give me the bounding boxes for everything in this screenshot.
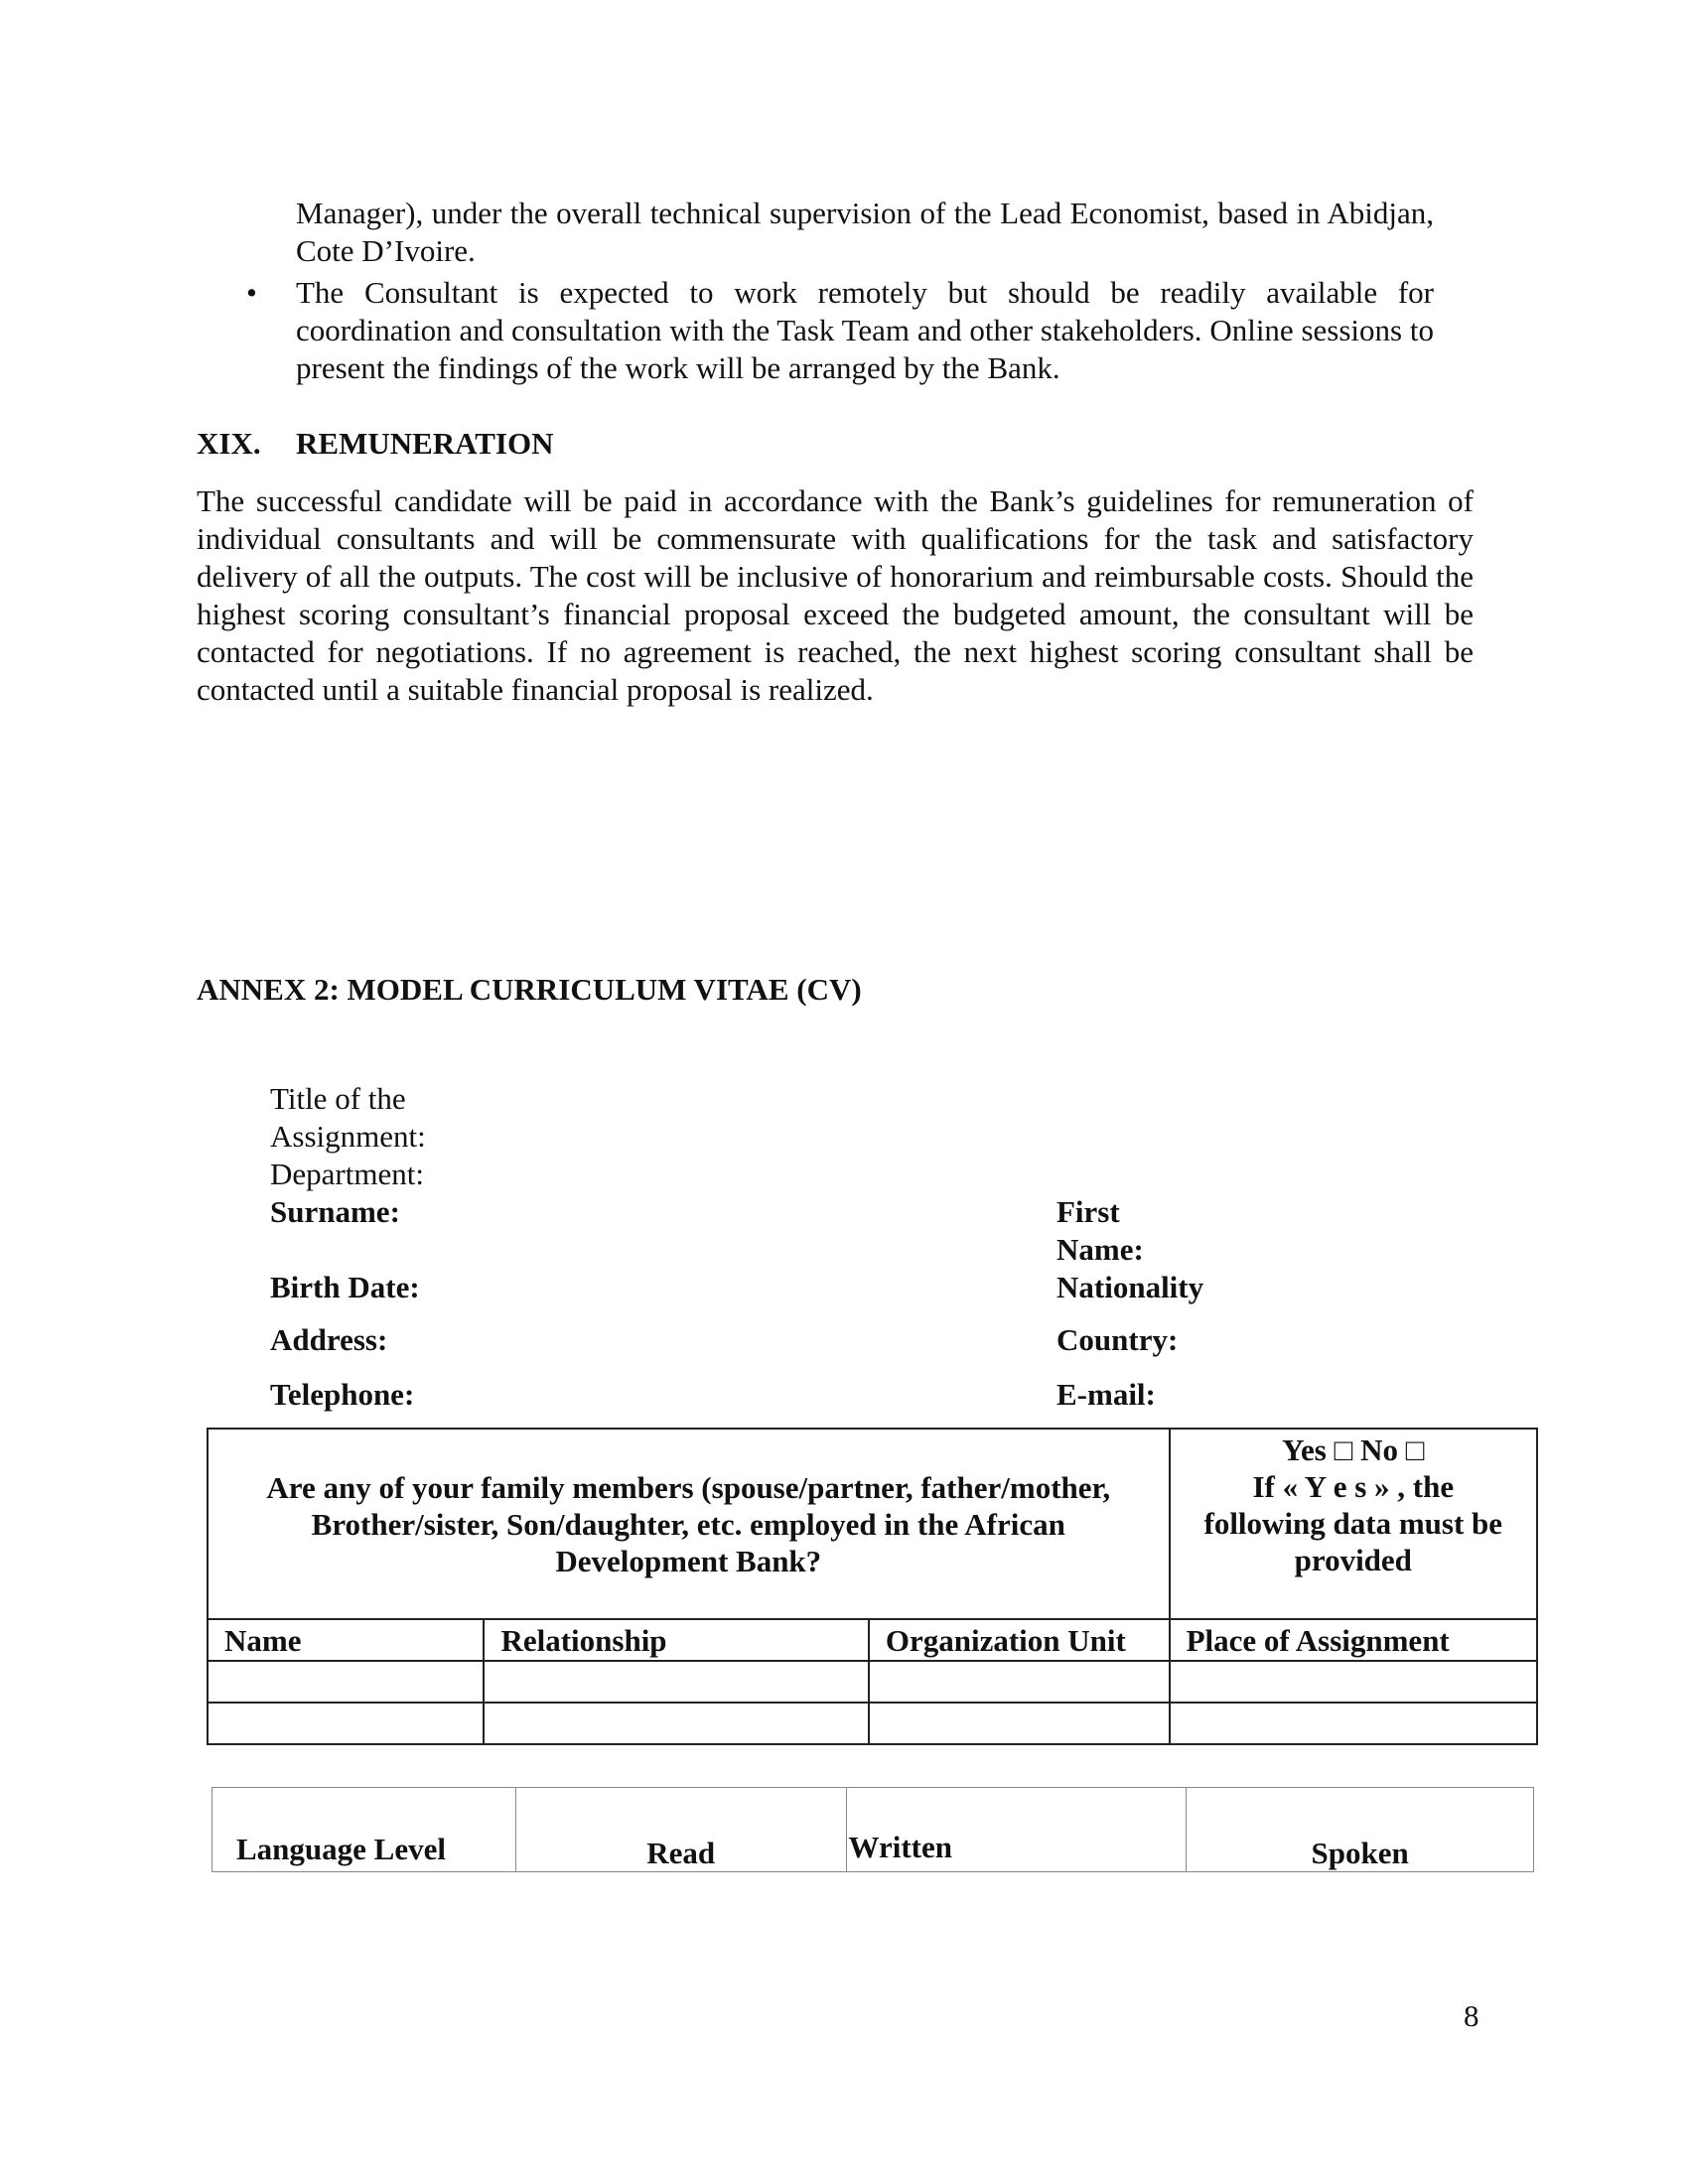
first-name-label-line2: Name: [1056, 1232, 1144, 1267]
language-level-table [211, 1787, 1534, 1872]
section-number: XIX. [197, 426, 261, 461]
table-cell[interactable] [1170, 1703, 1537, 1744]
header-organization-unit: Organization Unit [869, 1619, 1170, 1661]
header-language-level: Language Level [212, 1788, 516, 1872]
nationality-label: Nationality [1056, 1270, 1204, 1304]
table-row [208, 1661, 1537, 1703]
surname-label: Surname: [270, 1194, 400, 1229]
department-label: Department: [270, 1157, 424, 1191]
header-relationship: Relationship [484, 1619, 868, 1661]
birth-date-label: Birth Date: [270, 1270, 420, 1304]
yes-no-checkboxes[interactable]: Yes □ No □ [1282, 1433, 1425, 1467]
remuneration-paragraph: The successful candidate will be paid in accordance with the Bank’s guidelines for remuneration of individual consultants and will be commensurate with qualifications for the task and satisfactory delivery of all the outputs. The cost will be inclusive of honorarium and reimbursable costs. Should the highest scoring consultant’s financial proposal exceed the budgeted amount, the consultant will be contacted for negotiations. If no agreement is reached, the next highest scoring consultant shall be contacted until a suitable financial proposal is realized. [197, 483, 1474, 707]
family-question-cell: Are any of your family members (spouse/partner, father/mother, Brother/sister, Son/daughter, etc. employed in the African Development Bank? [208, 1429, 1170, 1619]
header-written: Written [846, 1788, 1187, 1872]
if-yes-note-line2: following data must be [1203, 1506, 1503, 1541]
header-spoken: Spoken [1187, 1788, 1534, 1872]
section-title: REMUNERATION [296, 426, 554, 461]
annex-title: ANNEX 2: MODEL CURRICULUM VITAE (CV) [197, 972, 862, 1007]
page-number: 8 [1464, 1998, 1479, 2033]
first-name-label-line1: First [1056, 1194, 1120, 1229]
bullet-paragraph: The Consultant is expected to work remotely but should be readily available for coordination and consultation with the Task Team and other stakeholders. Online sessions to present the findings of the work will be arranged by the Bank. [296, 275, 1434, 385]
header-name: Name [208, 1619, 484, 1661]
header-read: Read [515, 1788, 846, 1872]
table-cell[interactable] [869, 1661, 1170, 1703]
continuation-paragraph: Manager), under the overall technical supervision of the Lead Economist, based in Abidjan, Cote D’Ivoire. [296, 196, 1434, 268]
address-label: Address: [270, 1322, 388, 1357]
country-label: Country: [1056, 1322, 1179, 1357]
family-members-table [207, 1428, 1538, 1745]
table-cell[interactable] [484, 1703, 868, 1744]
header-place-of-assignment: Place of Assignment [1170, 1619, 1537, 1661]
table-cell[interactable] [208, 1703, 484, 1744]
if-yes-note-line1: If « Y e s » , the [1252, 1469, 1455, 1504]
table-row [208, 1703, 1537, 1744]
email-label: E-mail: [1056, 1377, 1156, 1412]
table-cell[interactable] [208, 1661, 484, 1703]
bullet-icon: • [246, 275, 257, 310]
table-cell[interactable] [1170, 1661, 1537, 1703]
title-of-assignment-label-line2: Assignment: [270, 1119, 426, 1154]
if-yes-note-line3: provided [1294, 1543, 1412, 1577]
title-of-assignment-label-line1: Title of the [270, 1081, 406, 1116]
table-cell[interactable] [484, 1661, 868, 1703]
telephone-label: Telephone: [270, 1377, 415, 1412]
table-cell[interactable] [869, 1703, 1170, 1744]
yes-no-cell [1170, 1429, 1537, 1619]
